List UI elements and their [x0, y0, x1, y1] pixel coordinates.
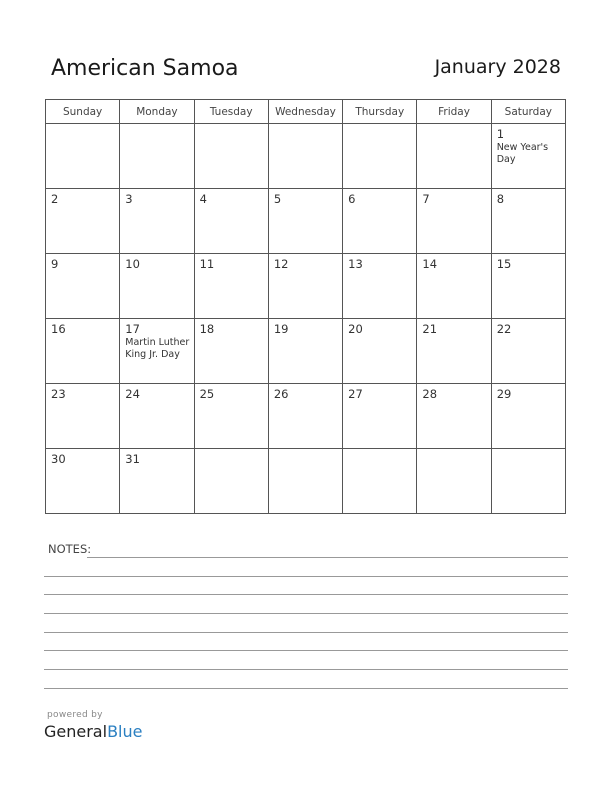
calendar-day-cell[interactable] — [46, 384, 120, 449]
calendar-day-cell[interactable] — [46, 449, 120, 514]
note-line — [44, 632, 568, 633]
calendar-empty-cell — [268, 449, 342, 514]
note-line — [44, 688, 568, 689]
calendar-day-cell[interactable] — [343, 189, 417, 254]
calendar-day-cell[interactable] — [417, 189, 491, 254]
day-number: 7 — [422, 192, 430, 206]
day-number: 26 — [273, 387, 289, 401]
holiday-label: New Year's Day — [496, 142, 549, 165]
calendar-day-cell[interactable] — [120, 189, 194, 254]
note-line — [44, 613, 568, 614]
day-number: 2 — [51, 192, 59, 206]
day-number: 10 — [125, 257, 140, 271]
calendar-empty-cell — [120, 124, 194, 189]
day-number: 3 — [125, 192, 133, 206]
calendar-grid — [45, 99, 566, 514]
calendar-week-row — [46, 449, 566, 514]
calendar-day-cell[interactable] — [268, 189, 342, 254]
powered-by-text: powered by — [47, 710, 103, 720]
day-number: 14 — [422, 257, 438, 271]
calendar-day-cell[interactable] — [120, 254, 194, 319]
calendar-day-cell[interactable] — [491, 319, 565, 384]
day-number: 21 — [422, 322, 438, 336]
weekday-header: Tuesday — [194, 100, 268, 124]
weekday-header: Thursday — [343, 100, 417, 124]
calendar-day-cell[interactable] — [417, 319, 491, 384]
calendar-day-cell[interactable] — [343, 384, 417, 449]
brand-general-text: General — [44, 722, 108, 741]
calendar-month-title: January 2028 — [434, 56, 561, 78]
calendar-empty-cell — [417, 449, 491, 514]
calendar-day-cell[interactable] — [120, 384, 194, 449]
calendar-day-cell[interactable] — [491, 254, 565, 319]
weekday-header: Sunday — [46, 100, 120, 124]
day-number: 22 — [496, 322, 512, 336]
calendar-week-row — [46, 189, 566, 254]
calendar-day-cell[interactable] — [268, 384, 342, 449]
calendar-day-cell[interactable] — [417, 384, 491, 449]
holiday-label: Martin Luther King Jr. Day — [125, 337, 190, 360]
brand-blue-text: Blue — [107, 722, 143, 741]
calendar-day-cell[interactable] — [268, 254, 342, 319]
calendar-day-cell[interactable] — [194, 319, 268, 384]
day-number: 25 — [199, 387, 215, 401]
calendar-day-cell[interactable] — [194, 254, 268, 319]
weekday-header: Wednesday — [268, 100, 342, 124]
calendar-week-row — [46, 124, 566, 189]
calendar-day-cell[interactable] — [120, 449, 194, 514]
calendar-country-title: American Samoa — [51, 56, 239, 81]
day-number: 4 — [199, 192, 207, 206]
day-number: 5 — [273, 192, 282, 206]
calendar-day-cell[interactable] — [268, 319, 342, 384]
day-number: 29 — [496, 387, 512, 401]
calendar-empty-cell — [491, 449, 565, 514]
day-number: 18 — [199, 322, 215, 336]
day-number: 15 — [496, 257, 512, 271]
day-number: 1 — [496, 127, 505, 141]
note-line — [44, 594, 568, 595]
calendar-day-cell[interactable] — [120, 319, 194, 384]
weekday-header: Monday — [120, 100, 194, 124]
weekday-header: Friday — [417, 100, 491, 124]
day-number: 12 — [273, 257, 289, 271]
note-line — [44, 669, 568, 670]
calendar-body — [46, 124, 566, 514]
calendar-week-row — [46, 319, 566, 384]
weekday-header: Saturday — [491, 100, 565, 124]
day-number: 20 — [348, 322, 363, 336]
note-line — [87, 557, 568, 558]
day-number: 9 — [51, 257, 59, 271]
calendar-empty-cell — [343, 124, 417, 189]
day-number: 30 — [51, 452, 66, 466]
calendar-empty-cell — [268, 124, 342, 189]
generalblue-logo[interactable] — [44, 722, 142, 741]
day-number: 27 — [348, 387, 363, 401]
calendar-day-cell[interactable] — [194, 189, 268, 254]
calendar-day-cell[interactable] — [491, 189, 565, 254]
day-number: 17 — [125, 322, 140, 336]
day-number: 24 — [125, 387, 140, 401]
calendar-day-cell[interactable] — [46, 319, 120, 384]
calendar-day-cell[interactable] — [343, 254, 417, 319]
day-number: 19 — [273, 322, 289, 336]
day-number: 23 — [51, 387, 66, 401]
day-number: 8 — [496, 192, 505, 206]
day-number: 31 — [125, 452, 140, 466]
calendar-empty-cell — [417, 124, 491, 189]
note-line — [44, 576, 568, 577]
day-number: 13 — [348, 257, 363, 271]
day-number: 6 — [348, 192, 356, 206]
calendar-week-row — [46, 254, 566, 319]
note-line — [44, 650, 568, 651]
calendar-day-cell[interactable] — [491, 124, 565, 189]
calendar-day-cell[interactable] — [491, 384, 565, 449]
calendar-empty-cell — [194, 124, 268, 189]
calendar-empty-cell — [46, 124, 120, 189]
calendar-empty-cell — [194, 449, 268, 514]
calendar-day-cell[interactable] — [46, 189, 120, 254]
calendar-day-cell[interactable] — [417, 254, 491, 319]
day-number: 28 — [422, 387, 438, 401]
calendar-day-cell[interactable] — [194, 384, 268, 449]
weekday-header-row — [46, 100, 566, 124]
calendar-week-row — [46, 384, 566, 449]
calendar-day-cell[interactable] — [46, 254, 120, 319]
notes-label: NOTES: — [48, 542, 92, 556]
calendar-day-cell[interactable] — [343, 319, 417, 384]
day-number: 16 — [51, 322, 66, 336]
day-number: 11 — [199, 257, 215, 271]
calendar-empty-cell — [343, 449, 417, 514]
